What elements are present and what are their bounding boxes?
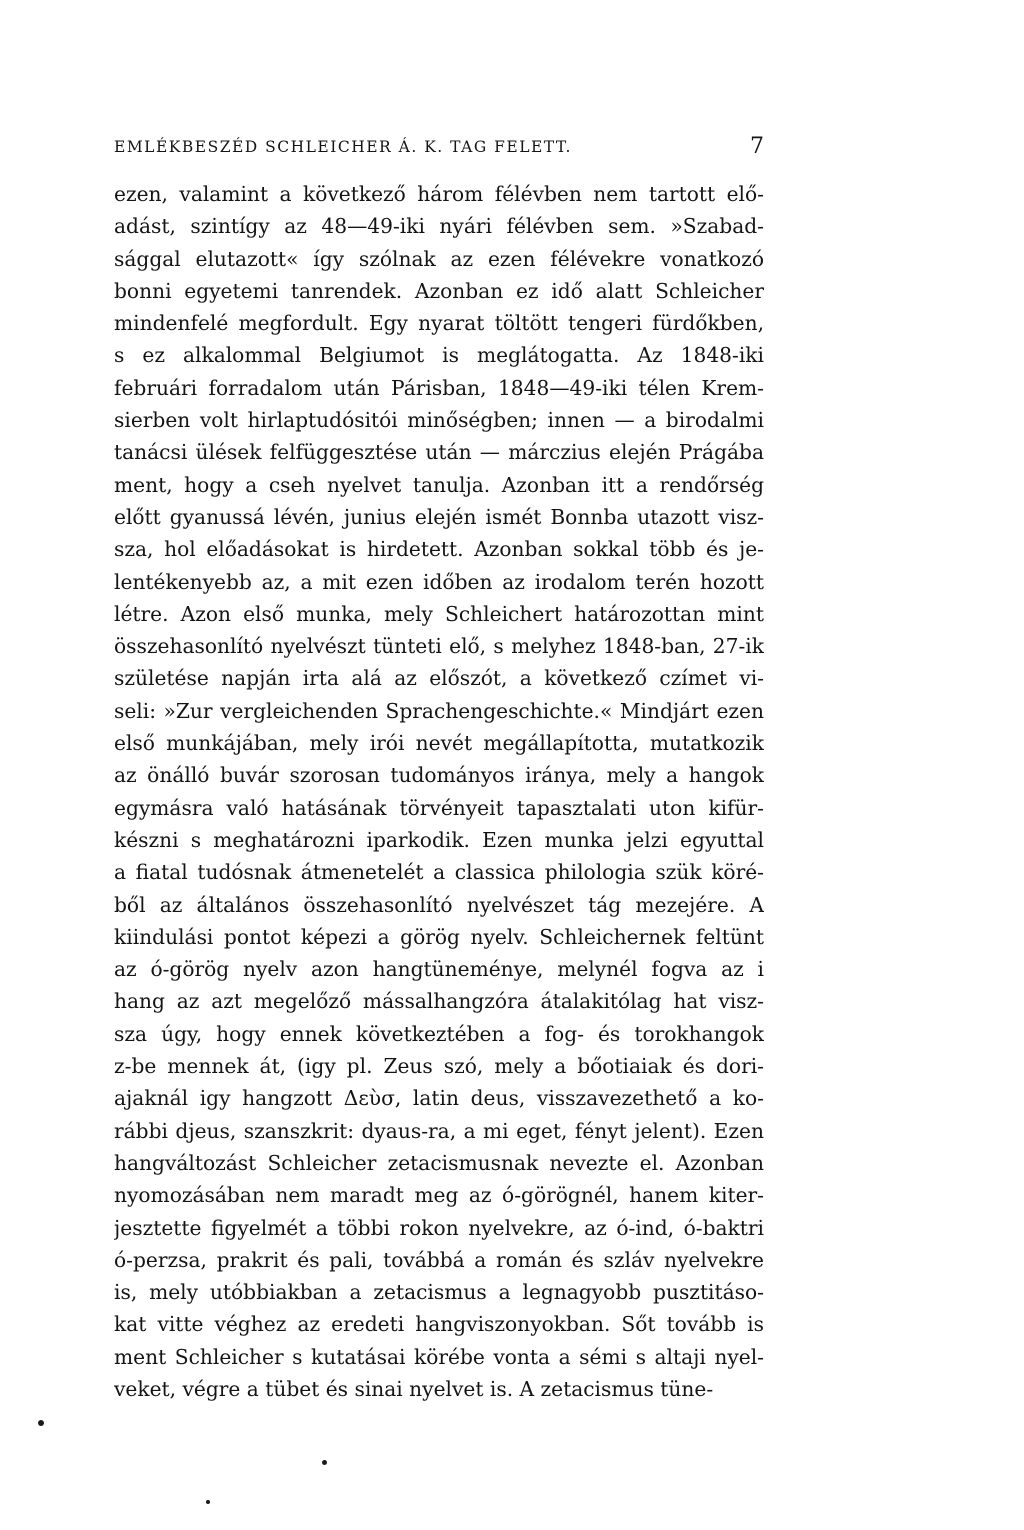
text-line: seli: »Zur vergleichenden Sprachengeschichte.« Mindjárt ezen xyxy=(114,698,764,723)
text-line: létre. Azon első munka, mely Schleichert határozottan mint xyxy=(114,601,764,626)
text-line: z-be mennek át, (igy pl. Zeus szó, mely a bőotiaiak és dori- xyxy=(114,1054,764,1079)
text-line: februári forradalom után Párisban, 1848—49-iki télen Krem- xyxy=(114,375,764,400)
text-line: kat vitte véghez az eredeti hangviszonyokban. Sőt tovább is xyxy=(114,1312,764,1337)
text-line: az önálló buvár szorosan tudományos iránya, mely a hangok xyxy=(114,763,764,788)
text-line: mindenfelé megfordult. Egy nyarat töltött tengeri fürdőkben, xyxy=(114,311,764,336)
text-line: s ez alkalommal Belgiumot is meglátogatta. Az 1848-iki xyxy=(114,343,764,368)
text-line: lentékenyebb az, a mit ezen időben az irodalom terén hozott xyxy=(114,569,764,594)
text-line: a fiatal tudósnak átmenetelét a classica philologia szük köré- xyxy=(114,860,764,885)
body-text xyxy=(114,178,764,1405)
text-line: jesztette figyelmét a többi rokon nyelvekre, az ó-ind, ó-baktri xyxy=(114,1215,764,1240)
text-line: az ó-görög nyelv azon hangtüneménye, melynél fogva az i xyxy=(114,957,764,982)
text-line: kiindulási pontot képezi a görög nyelv. Schleichernek feltünt xyxy=(114,924,764,949)
text-line: születése napján irta alá az előszót, a következő czímet vi- xyxy=(114,666,764,691)
text-line: ment, hogy a cseh nyelvet tanulja. Azonban itt a rendőrség xyxy=(114,472,764,497)
text-line: ajaknál igy hangzott Δεὺσ, latin deus, visszavezethető a ko- xyxy=(114,1086,764,1111)
text-line: adást, szintígy az 48—49-iki nyári félévben sem. »Szabad- xyxy=(114,214,764,239)
text-line: ből az általános összehasonlító nyelvészet tág mezejére. A xyxy=(114,892,764,917)
ink-speck xyxy=(206,1500,210,1504)
text-line: hangváltozást Schleicher zetacismusnak nevezte el. Azonban xyxy=(114,1150,764,1175)
text-line: összehasonlító nyelvészt tünteti elő, s melyhez 1848-ban, 27-ik xyxy=(114,634,764,659)
text-line: bonni egyetemi tanrendek. Azonban ez idő alatt Schleicher xyxy=(114,278,764,303)
running-title: EMLÉKBESZÉD SCHLEICHER Á. K. TAG FELETT. xyxy=(114,138,572,156)
text-line: előtt gyanussá lévén, junius elején ismét Bonnba utazott visz- xyxy=(114,504,764,529)
text-line: nyomozásában nem maradt meg az ó-görögnél, hanem kiter- xyxy=(114,1183,764,1208)
text-line: egymásra való hatásának törvényeit tapasztalati uton kifür- xyxy=(114,795,764,820)
text-line: ezen, valamint a következő három félévben nem tartott elő- xyxy=(114,182,764,206)
text-line: készni s meghatározni iparkodik. Ezen munka jelzi egyuttal xyxy=(114,827,764,852)
page-number: 7 xyxy=(750,134,764,159)
text-line: tanácsi ülések felfüggesztése után — márczius elején Prágába xyxy=(114,440,764,465)
text-line: sza, hol előadásokat is hirdetett. Azonban sokkal több és je- xyxy=(114,537,764,562)
text-line: rábbi djeus, szanszkrit: dyaus-ra, a mi eget, fényt jelent). Ezen xyxy=(114,1118,764,1143)
text-line: sággal elutazott« így szólnak az ezen félévekre vonatkozó xyxy=(114,246,764,271)
text-line: veket, végre a tübet és sinai nyelvet is. A zetacismus tüne- xyxy=(114,1376,714,1401)
text-line: első munkájában, mely irói nevét megállapította, mutatkozik xyxy=(114,731,764,756)
text-line: ment Schleicher s kutatásai körébe vonta a sémi s altaji nyel- xyxy=(114,1344,764,1369)
text-line: sza úgy, hogy ennek következtében a fog- és torokhangok xyxy=(114,1021,764,1046)
text-line: hang az azt megelőző mássalhangzóra átalakitólag hat visz- xyxy=(114,989,764,1014)
text-line: is, mely utóbbiakban a zetacismus a legnagyobb pusztitáso- xyxy=(114,1280,764,1305)
text-line: ó-perzsa, prakrit és pali, továbbá a román és szláv nyelvekre xyxy=(114,1247,764,1272)
ink-speck xyxy=(322,1460,327,1465)
text-line: sierben volt hirlaptudósitói minőségben; innen — a birodalmi xyxy=(114,408,764,433)
ink-speck xyxy=(38,1420,44,1426)
running-head xyxy=(114,129,764,165)
